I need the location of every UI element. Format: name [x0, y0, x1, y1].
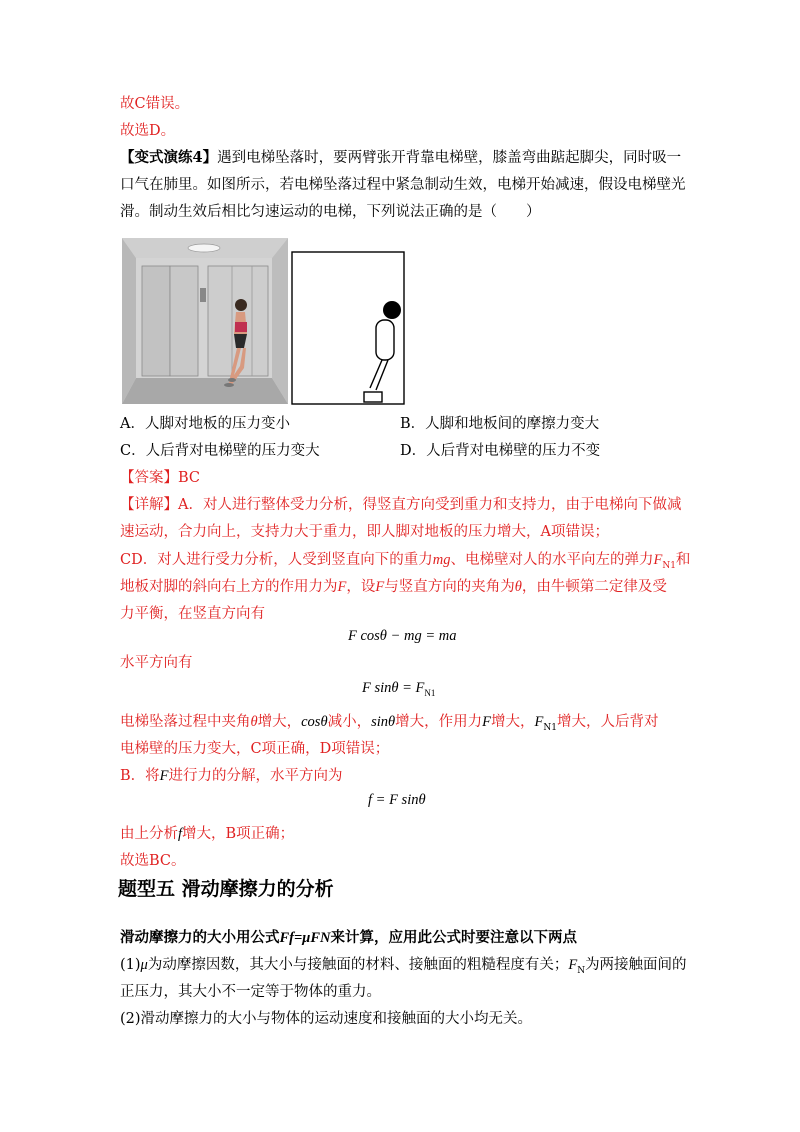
para-1a: (1) — [120, 957, 141, 973]
detail-9b: 进行力的分解，水平方向为 — [168, 768, 343, 784]
symbol-f: F — [337, 579, 347, 595]
detail-line-10 — [120, 824, 294, 844]
detail-line-2: 速运动，合力向上，支持力大于重力，即人脚对地板的压力增大，A项错误； — [120, 524, 609, 540]
option-b: B．人脚和地板间的摩擦力变大 — [400, 416, 600, 432]
detail-line-8: 电梯壁的压力变大，C项正确，D项错误； — [120, 741, 390, 757]
symbol-mg: mg — [432, 552, 451, 568]
question-line-2: 口气在肺里。如图所示，若电梯坠落过程中紧急制动生效，电梯开始减速，假设电梯壁光 — [120, 177, 686, 193]
section-heading: 题型五 滑动摩擦力的分析 — [118, 878, 334, 900]
section-para-3: (2)滑动摩擦力的大小与物体的运动速度和接触面的大小均无关。 — [120, 1011, 533, 1027]
symbol-mu: μ — [140, 957, 148, 973]
symbol-fn1-2-sub: N1 — [543, 722, 557, 733]
option-a: A．人脚对地板的压力变小 — [120, 416, 290, 432]
section-para-2: 正压力，其大小不一定等于物体的重力。 — [120, 984, 381, 1000]
detail-7b: 增大， — [257, 714, 302, 730]
symbol-theta-2: θ — [250, 714, 258, 730]
detail-7c: 减小， — [327, 714, 372, 730]
text-line-c-wrong: 故C错误。 — [120, 96, 190, 112]
para-1c: 为两接触面间的 — [585, 957, 687, 973]
detail-line-1: 【详解】A．对人进行整体受力分析，得竖直方向受到重力和支持力，由于电梯向下做减 — [120, 497, 682, 513]
symbol-fn1-sub: N1 — [662, 560, 676, 571]
symbol-fn1-2: F — [534, 714, 544, 730]
detail-3b: 、电梯壁对人的水平向左的弹力 — [450, 552, 654, 568]
equation-1: F cosθ − mg = ma — [348, 628, 457, 644]
question-line-3: 滑。制动生效后相比匀速运动的电梯，下列说法正确的是（ ） — [120, 204, 541, 220]
detail-4d: ，由牛顿第二定律及受 — [521, 579, 667, 595]
symbol-f-small: f — [178, 826, 183, 842]
equation-2-main: F sinθ = F — [362, 680, 425, 696]
detail-7e: 增大， — [490, 714, 535, 730]
detail-line-3 — [120, 550, 690, 576]
detail-10b: 增大，B项正确； — [182, 826, 295, 842]
symbol-theta: θ — [514, 579, 522, 595]
detail-line-6: 水平方向有 — [120, 655, 193, 671]
equation-2 — [362, 680, 435, 698]
detail-10a: 由上分析 — [120, 826, 178, 842]
detail-line-9 — [120, 766, 343, 786]
symbol-f-2: F — [375, 579, 385, 595]
bold-formula: Ff=μFN — [279, 930, 331, 946]
section-bold-line — [120, 928, 577, 948]
equation-3: f = F sinθ — [368, 792, 426, 808]
section-para-1 — [120, 955, 687, 981]
para-1b: 为动摩擦因数，其大小与接触面的材料、接触面的粗糙程度有关； — [147, 957, 569, 973]
question-tag: 【变式演练4】 — [120, 149, 218, 166]
question-text-1: 遇到电梯坠落时，要两臂张开背靠电梯壁，膝盖弯曲踮起脚尖，同时吸一 — [217, 150, 682, 166]
answer-line: 【答案】BC — [120, 470, 201, 486]
text-line-choose-d: 故选D。 — [120, 123, 176, 139]
detail-line-4 — [120, 577, 667, 597]
detail-3c: 和 — [675, 552, 691, 568]
bold-line-b: 来计算，应用此公式时要注意以下两点 — [330, 929, 577, 946]
detail-7a: 电梯坠落过程中夹角 — [120, 714, 251, 730]
symbol-cos: cosθ — [301, 714, 328, 730]
equation-2-sub: N1 — [424, 687, 436, 698]
option-c: C．人后背对电梯壁的压力变大 — [120, 443, 320, 459]
detail-line-5: 力平衡，在竖直方向有 — [120, 606, 265, 622]
elevator-photo — [122, 238, 288, 404]
detail-line-7 — [120, 712, 658, 738]
symbol-f-4: F — [159, 768, 169, 784]
detail-9a: B．将 — [120, 768, 160, 784]
schematic-diagram — [290, 250, 406, 406]
symbol-sin: sinθ — [371, 714, 396, 730]
symbol-f-3: F — [482, 714, 491, 730]
detail-4a: 地板对脚的斜向右上方的作用力为 — [120, 579, 338, 595]
detail-4c: 与竖直方向的夹角为 — [384, 579, 515, 595]
detail-4b: ，设 — [346, 579, 376, 595]
detail-line-11: 故选BC。 — [120, 853, 186, 869]
symbol-fn-sub: N — [577, 965, 586, 976]
symbol-fn1: F — [653, 552, 663, 568]
question-line-1 — [120, 148, 681, 168]
option-d: D．人后背对电梯壁的压力不变 — [400, 443, 601, 459]
bold-line-a: 滑动摩擦力的大小用公式 — [120, 929, 280, 946]
detail-7d: 增大，作用力 — [395, 714, 483, 730]
detail-3a: CD．对人进行受力分析，人受到竖直向下的重力 — [120, 552, 433, 568]
detail-7f: 增大，人后背对 — [556, 714, 659, 730]
symbol-fn: F — [568, 957, 578, 973]
